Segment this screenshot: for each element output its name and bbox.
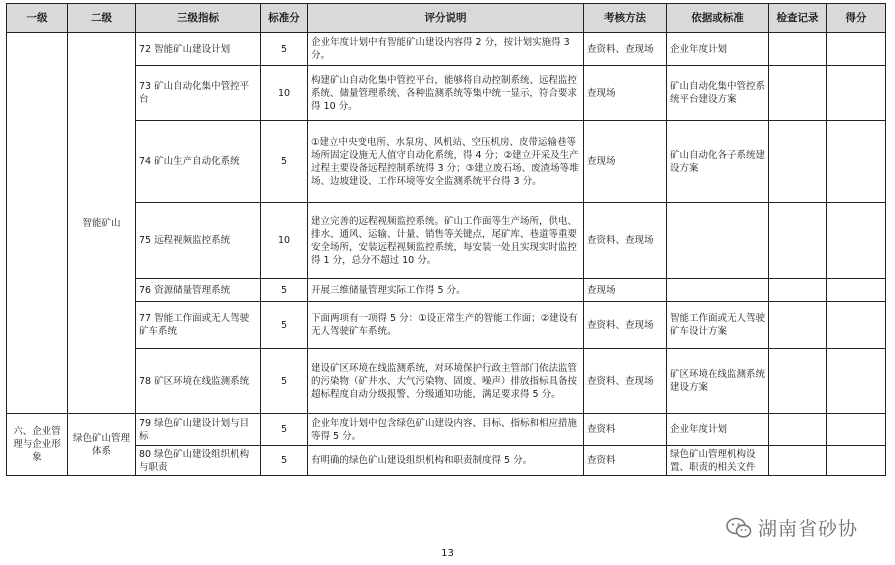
description-cell: ①建立中央变电所、水泵房、风机站、空压机房、皮带运输巷等场所固定设施无人值守自动化系统，得 4 分；②建立开采及生产过程主要设备远程控制系统得 3 分；③建立废石场、废渣场等堆场、边坡建设、工作环境等安全监测系统平台得 3 分。 bbox=[308, 121, 584, 203]
standard-score-cell: 5 bbox=[261, 302, 308, 349]
method-cell: 查资料 bbox=[584, 414, 667, 446]
score-cell bbox=[827, 446, 886, 476]
table-row bbox=[7, 349, 886, 414]
description-cell: 开展三维储量管理实际工作得 5 分。 bbox=[308, 279, 584, 302]
indicator-cell: 75 远程视频监控系统 bbox=[136, 203, 261, 279]
standard-score-cell: 5 bbox=[261, 349, 308, 414]
basis-cell: 企业年度计划 bbox=[667, 33, 769, 66]
table-row bbox=[7, 121, 886, 203]
table-row bbox=[7, 33, 886, 66]
scoring-table bbox=[6, 3, 886, 476]
header-level2: 二级 bbox=[68, 4, 136, 33]
table-row bbox=[7, 302, 886, 349]
basis-cell: 矿山自动化集中管控系统平台建设方案 bbox=[667, 66, 769, 121]
watermark-text: 湖南省砂协 bbox=[758, 518, 859, 540]
score-cell bbox=[827, 414, 886, 446]
standard-score-cell: 5 bbox=[261, 33, 308, 66]
header-score: 得分 bbox=[827, 4, 886, 33]
score-cell bbox=[827, 279, 886, 302]
table-row bbox=[7, 414, 886, 446]
indicator-cell: 72 智能矿山建设计划 bbox=[136, 33, 261, 66]
header-standard-score: 标准分 bbox=[261, 4, 308, 33]
check-record-cell bbox=[769, 302, 827, 349]
method-cell: 查资料、查现场 bbox=[584, 302, 667, 349]
description-cell: 企业年度计划中包含绿色矿山建设内容、目标、指标和相应措施等得 5 分。 bbox=[308, 414, 584, 446]
check-record-cell bbox=[769, 349, 827, 414]
standard-score-cell: 5 bbox=[261, 279, 308, 302]
basis-cell: 智能工作面或无人驾驶矿车设计方案 bbox=[667, 302, 769, 349]
table-row bbox=[7, 203, 886, 279]
description-cell: 企业年度计划中有智能矿山建设内容得 2 分，按计划实施得 3 分。 bbox=[308, 33, 584, 66]
score-cell bbox=[827, 302, 886, 349]
check-record-cell bbox=[769, 121, 827, 203]
standard-score-cell: 10 bbox=[261, 66, 308, 121]
standard-score-cell: 5 bbox=[261, 446, 308, 476]
table-row bbox=[7, 279, 886, 302]
description-cell: 有明确的绿色矿山建设组织机构和职责制度得 5 分。 bbox=[308, 446, 584, 476]
page-number: 13 bbox=[441, 548, 454, 559]
basis-cell: 企业年度计划 bbox=[667, 414, 769, 446]
header-check-record: 检查记录 bbox=[769, 4, 827, 33]
indicator-cell: 80 绿色矿山建设组织机构与职责 bbox=[136, 446, 261, 476]
table-row bbox=[7, 446, 886, 476]
description-cell: 建立完善的远程视频监控系统。矿山工作面等生产场所，供电、排水、通风、运输、计量、销售等关键点，尾矿库、巷道等重要安全场所，安装远程视频监控系统，每安装一处且实现实时监控得 1 分，总分不超过 10 分。 bbox=[308, 203, 584, 279]
check-record-cell bbox=[769, 279, 827, 302]
header-level3: 三级指标 bbox=[136, 4, 261, 33]
indicator-cell: 76 资源储量管理系统 bbox=[136, 279, 261, 302]
watermark bbox=[726, 514, 858, 541]
basis-cell bbox=[667, 203, 769, 279]
method-cell: 查现场 bbox=[584, 279, 667, 302]
method-cell: 查资料 bbox=[584, 446, 667, 476]
check-record-cell bbox=[769, 33, 827, 66]
check-record-cell bbox=[769, 414, 827, 446]
header-scoring-description: 评分说明 bbox=[308, 4, 584, 33]
basis-cell: 矿山自动化各子系统建设方案 bbox=[667, 121, 769, 203]
level2-green-mine-management: 绿色矿山管理体系 bbox=[68, 414, 136, 476]
standard-score-cell: 5 bbox=[261, 121, 308, 203]
check-record-cell bbox=[769, 66, 827, 121]
standard-score-cell: 10 bbox=[261, 203, 308, 279]
level1-enterprise-management: 六、企业管理与企业形象 bbox=[7, 414, 68, 476]
score-cell bbox=[827, 66, 886, 121]
basis-cell: 矿区环境在线监测系统建设方案 bbox=[667, 349, 769, 414]
score-cell bbox=[827, 33, 886, 66]
basis-cell: 绿色矿山管理机构设置、职责的相关文件 bbox=[667, 446, 769, 476]
indicator-cell: 79 绿色矿山建设计划与目标 bbox=[136, 414, 261, 446]
table-row bbox=[7, 66, 886, 121]
level2-smart-mine: 智能矿山 bbox=[68, 33, 136, 414]
table-header-row bbox=[7, 4, 886, 33]
score-cell bbox=[827, 203, 886, 279]
score-cell bbox=[827, 121, 886, 203]
indicator-cell: 74 矿山生产自动化系统 bbox=[136, 121, 261, 203]
check-record-cell bbox=[769, 203, 827, 279]
method-cell: 查资料、查现场 bbox=[584, 203, 667, 279]
description-cell: 建设矿区环境在线监测系统，对环境保护行政主管部门依法监管的污染物（矿井水、大气污染物、固废、噪声）排放指标具备按超标程度自动分级报警、分级通知功能，满足要求得 5 分。 bbox=[308, 349, 584, 414]
level1-cell-empty bbox=[7, 33, 68, 414]
method-cell: 查现场 bbox=[584, 66, 667, 121]
header-level1: 一级 bbox=[7, 4, 68, 33]
indicator-cell: 78 矿区环境在线监测系统 bbox=[136, 349, 261, 414]
standard-score-cell: 5 bbox=[261, 414, 308, 446]
score-cell bbox=[827, 349, 886, 414]
description-cell: 构建矿山自动化集中管控平台，能够将自动控制系统、远程监控系统、储量管理系统、各种监测系统等集中统一显示，符合要求得 10 分。 bbox=[308, 66, 584, 121]
basis-cell bbox=[667, 279, 769, 302]
method-cell: 查现场 bbox=[584, 121, 667, 203]
indicator-cell: 77 智能工作面或无人驾驶矿车系统 bbox=[136, 302, 261, 349]
description-cell: 下面两项有一项得 5 分：①设正常生产的智能工作面；②建设有无人驾驶矿车系统。 bbox=[308, 302, 584, 349]
indicator-cell: 73 矿山自动化集中管控平台 bbox=[136, 66, 261, 121]
header-assessment-method: 考核方法 bbox=[584, 4, 667, 33]
header-basis: 依据或标准 bbox=[667, 4, 769, 33]
method-cell: 查资料、查现场 bbox=[584, 33, 667, 66]
wechat-icon bbox=[726, 517, 752, 539]
method-cell: 查资料、查现场 bbox=[584, 349, 667, 414]
check-record-cell bbox=[769, 446, 827, 476]
